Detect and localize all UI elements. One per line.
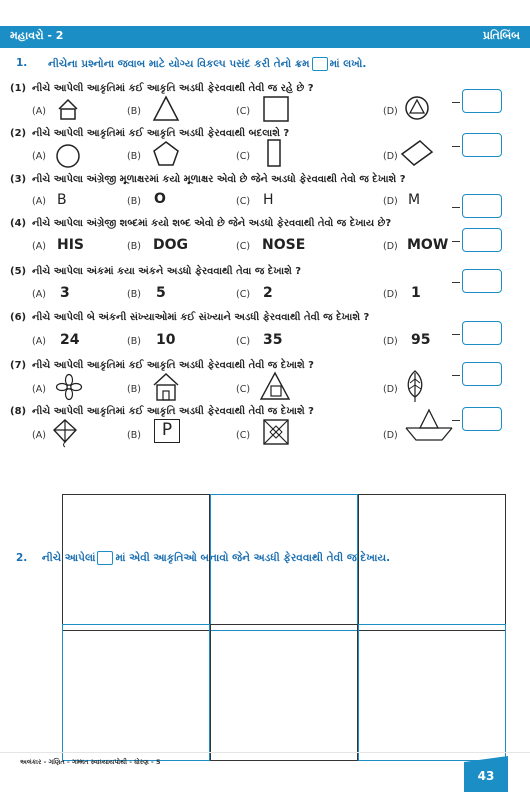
sub-number: (3) <box>10 174 27 185</box>
answer-dash <box>452 102 460 103</box>
sub-number: (8) <box>10 406 27 417</box>
option-label: (A) <box>32 384 46 395</box>
diamond-icon <box>400 138 434 168</box>
answer-box-3[interactable] <box>462 194 502 218</box>
footer-divider <box>0 752 530 753</box>
option-label: (D) <box>383 289 398 300</box>
option-label: (B) <box>127 289 141 300</box>
question-number: 1. <box>16 57 28 69</box>
option-c-value: 35 <box>263 332 283 348</box>
option-label: (B) <box>127 106 141 117</box>
option-label: (C) <box>236 241 251 252</box>
option-label: (B) <box>127 196 141 207</box>
option-label: (D) <box>383 151 398 162</box>
question-text-a: નીચે આપેલાં <box>41 552 96 564</box>
option-label: (C) <box>236 384 251 395</box>
answer-box-icon <box>312 57 328 71</box>
sub-number: (6) <box>10 312 27 323</box>
option-a-value: 3 <box>60 285 70 301</box>
option-label: (A) <box>32 241 46 252</box>
drawing-box[interactable] <box>62 494 210 631</box>
option-c-value: NOSE <box>262 237 306 253</box>
sub-text: નીચે આપેલી આકૃતિમાં કઈ આકૃતિ અડધી ફેરવવાથી બદલાશે ? <box>32 128 290 139</box>
answer-dash <box>452 334 460 335</box>
envelope-box-icon <box>262 418 290 446</box>
footer-text: અલંકાર - ગણિત - ગમ્મત સ્વાધ્યાયપોથી - ધોરણ - 5 <box>20 758 161 766</box>
answer-dash <box>452 420 460 421</box>
option-label: (B) <box>127 430 141 441</box>
option-label: (A) <box>32 151 46 162</box>
chapter-label: મહાવરો - 2 <box>10 29 64 42</box>
sub-text: નીચે આપેલા અંગ્રેજી શબ્દમાં કયો શબ્દ એવો છે જેને અડધો ફેરવવાથી તેવો જ દેખાય છે? <box>32 218 392 229</box>
leaf-icon <box>404 369 426 403</box>
option-label: (A) <box>32 196 46 207</box>
option-label: (D) <box>383 336 398 347</box>
option-d-value: 1 <box>411 285 421 301</box>
option-label: (B) <box>127 384 141 395</box>
option-label: (C) <box>236 151 251 162</box>
house-door-icon <box>152 372 180 402</box>
option-a-value: HIS <box>57 237 85 253</box>
option-label: (B) <box>127 241 141 252</box>
flower-petals-icon <box>55 373 83 401</box>
sub-text: નીચે આપેલી આકૃતિમાં કઈ આકૃતિ અડધી ફેરવવાથી તેવી જ દેખાશે ? <box>32 360 314 371</box>
answer-dash <box>452 375 460 376</box>
question-text-a: નીચેના પ્રશ્નોના જવાબ માટે યોગ્ય વિકલ્પ પસંદ કરી તેનો ક્રમ <box>48 58 310 70</box>
sub-text: નીચે આપેલી આકૃતિમાં કઈ આકૃતિ અડધી ફેરવવાથી તેવી જ દેખાશે ? <box>32 406 314 417</box>
option-d-value: 95 <box>411 332 431 348</box>
answer-box-7[interactable] <box>462 362 502 386</box>
option-label: (D) <box>383 384 398 395</box>
option-label: (D) <box>383 241 398 252</box>
sub-number: (5) <box>10 266 27 277</box>
answer-box-4[interactable] <box>462 228 502 252</box>
question-text-b: માં લખો. <box>329 58 367 70</box>
option-b-value: DOG <box>153 237 189 253</box>
chapter-tab <box>0 26 118 48</box>
option-label: (C) <box>236 336 251 347</box>
option-d-value: MOW <box>407 237 449 253</box>
answer-box-1[interactable] <box>462 89 502 113</box>
drawing-box[interactable] <box>210 624 358 761</box>
option-label: (D) <box>383 430 398 441</box>
chapter-title: પ્રતિબિંબ <box>482 29 520 42</box>
answer-dash <box>452 241 460 242</box>
sub-text: નીચે આપેલા અંગ્રેજી મૂળાક્ષરમાં કયો મૂળાક્ષર એવો છે જેને અડધો ફેરવવાથી તેવો જ દેખાશે ? <box>32 174 406 185</box>
option-c-value: H <box>263 192 274 208</box>
triangle-icon <box>152 94 180 122</box>
answer-box-6[interactable] <box>462 321 502 345</box>
option-label: (C) <box>236 289 251 300</box>
sub-text: નીચે આપેલી આકૃતિમાં કઈ આકૃતિ અડધી ફેરવવાથી તેવી જ રહે છે ? <box>32 83 314 94</box>
answer-box-2[interactable] <box>462 133 502 157</box>
kite-icon <box>52 418 80 448</box>
answer-box-8[interactable] <box>462 407 502 431</box>
answer-box-5[interactable] <box>462 269 502 293</box>
sub-number: (7) <box>10 360 27 371</box>
option-label: (B) <box>127 336 141 347</box>
option-b-value: 10 <box>156 332 176 348</box>
drawing-box[interactable] <box>358 494 506 631</box>
question-text <box>48 57 366 71</box>
option-label: (A) <box>32 336 46 347</box>
drawing-box[interactable] <box>62 624 210 761</box>
page-number: 43 <box>464 762 508 792</box>
boat-icon <box>404 408 454 444</box>
option-b-value: 5 <box>156 285 166 301</box>
answer-dash <box>452 207 460 208</box>
letter-p-box-icon: P <box>154 419 180 443</box>
option-b-value: O <box>154 191 166 207</box>
circle-icon <box>55 143 81 169</box>
drawing-box[interactable] <box>358 624 506 761</box>
rectangle-icon <box>266 138 284 168</box>
square-icon <box>262 95 290 123</box>
option-label: (D) <box>383 196 398 207</box>
triangle-square-icon <box>259 371 291 401</box>
option-d-value: M <box>408 192 421 208</box>
option-label: (A) <box>32 106 46 117</box>
option-a-value: 24 <box>60 332 80 348</box>
option-label: (A) <box>32 289 46 300</box>
answer-dash <box>452 282 460 283</box>
option-label: (C) <box>236 430 251 441</box>
option-c-value: 2 <box>263 285 273 301</box>
drawing-box[interactable] <box>210 494 358 631</box>
option-a-value: B <box>57 192 67 208</box>
sub-text: નીચે આપેલી બે અંકની સંખ્યાઓમાં કઈ સંખ્યાને અડધી ફેરવવાથી તેવી જ દેખાશે ? <box>32 312 370 323</box>
answer-dash <box>452 146 460 147</box>
option-label: (C) <box>236 196 251 207</box>
option-label: (B) <box>127 151 141 162</box>
sub-text: નીચે આપેલા અંકમાં કયા અંકને અડધો ફેરવવાથી તેવા જ દેખાશે ? <box>32 266 302 277</box>
sub-number: (2) <box>10 128 27 139</box>
option-label: (D) <box>383 106 398 117</box>
question-text-b: માં એવી આકૃતિઓ બનાવો જેને અડધી ફેરવવાથી તેવી જ દેખાય. <box>115 552 391 564</box>
option-label: (A) <box>32 430 46 441</box>
sub-number: (4) <box>10 218 27 229</box>
circle-triangle-icon <box>404 95 430 121</box>
question-number: 2. <box>16 552 28 564</box>
house-outline-icon <box>55 97 81 121</box>
pentagon-icon <box>152 140 180 168</box>
sub-number: (1) <box>10 83 27 94</box>
option-label: (C) <box>236 106 251 117</box>
